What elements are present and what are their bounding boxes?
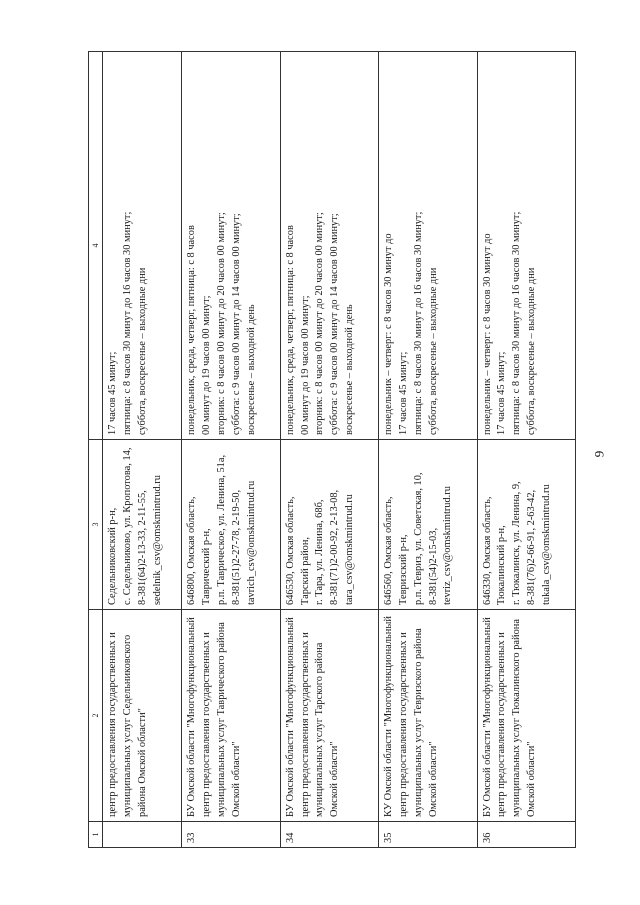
text-line: 8-381(51)2-27-78, 2-19-50, bbox=[230, 489, 242, 605]
table-body bbox=[103, 52, 576, 848]
working-hours-cell bbox=[477, 52, 575, 440]
address-contacts-cell bbox=[477, 440, 575, 610]
text-line: суббота, воскресенье – выходные дни bbox=[525, 267, 537, 435]
text-line: района Омской области" bbox=[136, 708, 148, 817]
table-row bbox=[379, 52, 477, 848]
text-line: пятница: с 8 часов 30 минут до 16 часов 30 минут; bbox=[511, 211, 523, 435]
text-line: муниципальных услуг Таврического района bbox=[216, 622, 228, 817]
organization-name-cell bbox=[182, 610, 280, 822]
text-line: понедельник – четверг: с 8 часов 30 минут до bbox=[481, 233, 493, 435]
text-line: Тарский район, bbox=[299, 537, 311, 605]
text-line: tara_csv@omskmintrud.ru bbox=[343, 494, 355, 605]
text-line: р.п. Тевриз, ул. Советская, 10, bbox=[412, 472, 424, 605]
text-line: центр предоставления государственных и bbox=[299, 632, 311, 817]
text-line: 646560, Омская область, bbox=[383, 496, 395, 605]
text-line: муниципальных услуг Седельниковского bbox=[122, 634, 134, 817]
text-line: суббота, воскресенье – выходные дни bbox=[427, 267, 439, 435]
column-number: 2 bbox=[89, 610, 103, 822]
text-line: 8-381(71)2-00-92, 2-13-08, bbox=[329, 489, 341, 605]
text-line: с. Седельниково, ул. Кропотова, 14, bbox=[122, 447, 134, 605]
address-contacts-cell bbox=[379, 440, 477, 610]
text-line: 00 минут до 19 часов 00 минут; bbox=[201, 295, 213, 435]
table-row bbox=[182, 52, 280, 848]
text-line: БУ Омской области "Многофункциональный bbox=[481, 617, 493, 817]
text-line: центр предоставления государственных и bbox=[107, 632, 119, 817]
text-line: Седельниковский р-н, bbox=[107, 507, 119, 605]
text-line: понедельник, среда, четверг, пятница: с 8 часов bbox=[186, 225, 198, 435]
text-line: суббота, воскресенье – выходные дни bbox=[136, 267, 148, 435]
text-line: муниципальных услуг Тевризского района bbox=[412, 628, 424, 817]
text-line: 00 минут до 19 часов 00 минут; bbox=[299, 295, 311, 435]
working-hours-cell bbox=[103, 52, 182, 440]
text-line: Тюкалинский р-н, bbox=[496, 525, 508, 605]
text-line: центр предоставления государственных и bbox=[201, 632, 213, 817]
text-line: пятница: с 8 часов 30 минут до 16 часов 30 минут; bbox=[412, 211, 424, 435]
text-line: БУ Омской области "Многофункциональный bbox=[284, 617, 296, 817]
text-line: вторник: с 8 часов 00 минут до 20 часов 00 минут; bbox=[216, 212, 228, 435]
text-line: г. Тара, ул. Ленина, 68б, bbox=[314, 499, 326, 605]
column-number-row bbox=[89, 52, 103, 848]
text-line: 8-381(64)2-13-33, 2-11-55, bbox=[136, 490, 148, 605]
row-number: 33 bbox=[182, 822, 280, 848]
page-number: 9 bbox=[591, 450, 607, 458]
text-line: 646800, Омская область, bbox=[186, 496, 198, 605]
text-line: понедельник, среда, четверг, пятница: с 8 часов bbox=[284, 225, 296, 435]
organization-name-cell bbox=[477, 610, 575, 822]
address-contacts-cell bbox=[280, 440, 378, 610]
organization-name-cell bbox=[280, 610, 378, 822]
table-row bbox=[280, 52, 378, 848]
text-line: Омской области" bbox=[427, 741, 439, 817]
text-line: tukala_csv@omskmintrud.ru bbox=[540, 484, 552, 605]
text-line: tavrich_csv@omskmintrud.ru bbox=[245, 480, 257, 605]
text-line: КУ Омской области "Многофункциональный bbox=[383, 616, 395, 817]
text-line: tevriz_csv@omskmintrud.ru bbox=[442, 486, 454, 605]
organization-name-cell bbox=[379, 610, 477, 822]
text-line: 17 часов 45 минут; bbox=[107, 351, 119, 435]
organization-name-cell bbox=[103, 610, 182, 822]
rotated-table-frame bbox=[88, 52, 576, 848]
text-line: 646330, Омская область, bbox=[481, 496, 493, 605]
text-line: 17 часов 45 минут; bbox=[398, 351, 409, 435]
working-hours-cell bbox=[182, 52, 280, 440]
row-number: 35 bbox=[379, 822, 477, 848]
text-line: БУ Омской области "Многофункциональный bbox=[186, 617, 198, 817]
text-line: sedelnik_csv@omskmintrud.ru bbox=[151, 475, 163, 605]
text-line: пятница: с 8 часов 30 минут до 16 часов 30 минут; bbox=[122, 211, 134, 435]
text-line: Омской области" bbox=[329, 741, 341, 817]
column-number: 3 bbox=[89, 440, 103, 610]
text-line: воскресенье – выходной день bbox=[245, 304, 257, 435]
working-hours-cell bbox=[379, 52, 477, 440]
text-line: Омской области" bbox=[230, 741, 242, 817]
text-line: Тевризский р-н, bbox=[398, 534, 409, 605]
address-contacts-cell bbox=[182, 440, 280, 610]
mfc-registry-table bbox=[88, 51, 576, 848]
landscape-container bbox=[88, 52, 576, 848]
text-line: вторник: с 8 часов 00 минут до 20 часов 00 минут; bbox=[314, 212, 326, 435]
row-number bbox=[103, 822, 182, 848]
text-line: р.п. Таврическое, ул. Ленина, 51а, bbox=[216, 454, 228, 605]
working-hours-cell bbox=[280, 52, 378, 440]
column-number: 4 bbox=[89, 52, 103, 440]
column-number: 1 bbox=[89, 822, 103, 848]
text-line: 646530, Омская область, bbox=[284, 496, 296, 605]
text-line: г. Тюкалинск, ул. Ленина, 9, bbox=[511, 481, 523, 605]
text-line: 8-381(76)2-66-91, 2-63-42, bbox=[525, 489, 537, 605]
text-line: суббота: с 9 часов 00 минут до 14 часов 00 минут; bbox=[230, 213, 242, 435]
text-line: муниципальных услуг Тюкалинского района bbox=[511, 619, 523, 817]
row-number: 36 bbox=[477, 822, 575, 848]
table-row bbox=[103, 52, 182, 848]
text-line: 8-381(54)2-15-03, bbox=[427, 527, 439, 605]
text-line: муниципальных услуг Тарского района bbox=[314, 642, 326, 817]
row-number: 34 bbox=[280, 822, 378, 848]
text-line: центр предоставления государственных и bbox=[398, 632, 409, 817]
text-line: центр предоставления государственных и bbox=[496, 632, 508, 817]
address-contacts-cell bbox=[103, 440, 182, 610]
text-line: 17 часов 45 минут; bbox=[496, 351, 508, 435]
text-line: суббота: с 9 часов 00 минут до 14 часов 00 минут; bbox=[329, 213, 341, 435]
text-line: понедельник – четверг: с 8 часов 30 минут до bbox=[383, 233, 395, 435]
text-line: воскресенье – выходной день bbox=[343, 304, 355, 435]
text-line: Таврический р-н, bbox=[201, 528, 213, 605]
text-line: Омской области" bbox=[525, 741, 537, 817]
table-row bbox=[477, 52, 575, 848]
